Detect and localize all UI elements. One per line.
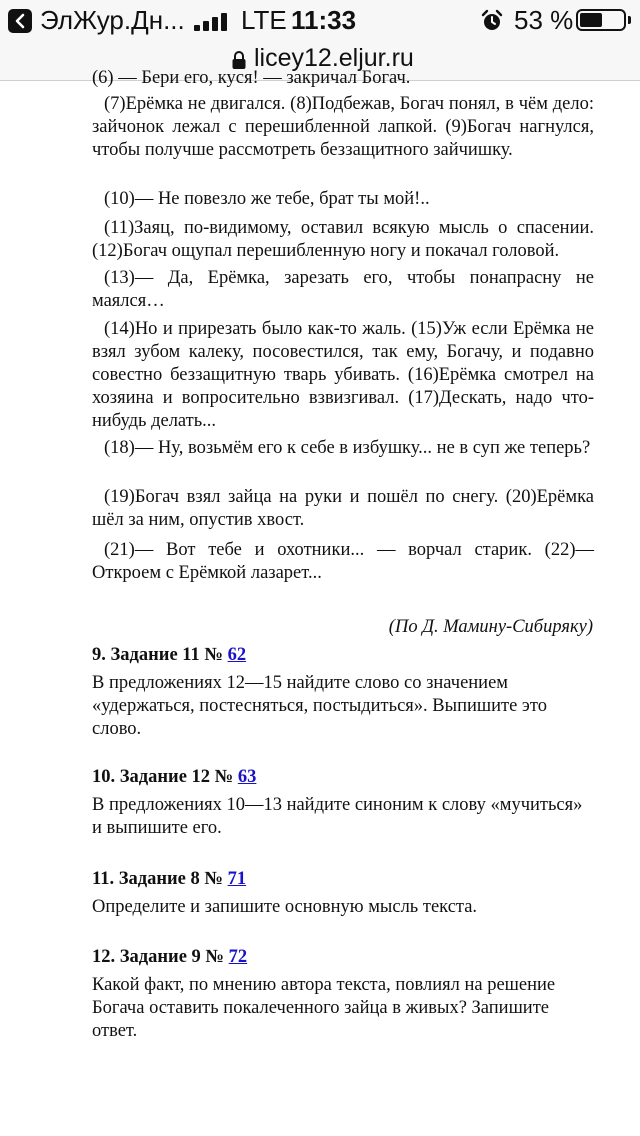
page-url[interactable]: licey12.eljur.ru [254, 44, 414, 72]
back-app-name[interactable]: ЭлЖур.Дн... [40, 5, 185, 35]
task-heading-text: 12. Задание 9 № [92, 947, 224, 967]
task-heading-text: 11. Задание 8 № [92, 869, 223, 889]
task-text: Какой факт, по мнению автора текста, повлиял на решение Богача оставить покалеченного зайца в живых? Запишите ответ. [92, 975, 556, 1041]
story-paragraph: (7)Ерёмка не двигался. (8)Подбежав, Богач понял, в чём дело: зайчонок лежал с перешибленной лапкой. (9)Богач нагнулся, чтобы получше рассмотреть беззащитного зайчишку. [92, 94, 594, 160]
task-number-link[interactable]: 71 [227, 869, 247, 889]
story-paragraph: (10)— Не повезло же тебе, брат ты мой!.. [104, 189, 430, 209]
task-number-link[interactable]: 63 [237, 767, 257, 787]
alarm-icon [480, 9, 504, 33]
task-number-link[interactable]: 72 [228, 947, 248, 967]
story-paragraph: (21)— Вот тебе и охотники... — ворчал старик. (22)— Откроем с Ерёмкой лазарет... [92, 540, 594, 583]
task-text: В предложениях 10—13 найдите синоним к слову «мучиться» и выпишите его. [92, 795, 583, 838]
story-paragraph: (13)— Да, Ерёмка, зарезать его, чтобы понапрасну не маялся… [92, 268, 594, 311]
story-source: (По Д. Мамину-Сибиряку) [388, 617, 593, 637]
back-to-app-button[interactable] [8, 9, 32, 33]
task-text: Определите и запишите основную мысль текста. [92, 897, 478, 917]
network-type: LTE [241, 5, 287, 35]
task-heading [92, 766, 256, 789]
status-bar [0, 0, 640, 42]
task-text: В предложениях 12—15 найдите слово со значением «удержаться, постесняться, постыдиться». Выпишите это слово. [92, 673, 547, 739]
battery-percent: 53 % [514, 5, 574, 35]
task-number-link[interactable]: 62 [227, 645, 247, 665]
task-heading-text: 9. Задание 11 № [92, 645, 223, 665]
story-paragraph: (14)Но и прирезать было как-то жаль. (15)Уж если Ерёмка не взял зубом калеку, посовестился, так ему, Богачу, и подавно совестно беззащитную тварь убивать. (16)Ерёмка смотрел на хозяина и вопросительно взвизгивал. (17)Дескать, надо что-нибудь делать... [92, 319, 594, 431]
document-content [0, 68, 640, 1136]
task-heading [92, 644, 246, 667]
status-time: 11:33 [291, 5, 357, 35]
battery-cap [628, 16, 631, 24]
story-cut-line: (6) — Бери его, куся! — закричал Богач. [92, 68, 411, 88]
task-heading [92, 946, 247, 969]
battery-icon [576, 9, 626, 31]
story-paragraph: (19)Богач взял зайца на руки и пошёл по снегу. (20)Ерёмка шёл за ним, опустив хвост. [92, 487, 594, 530]
battery-level [580, 13, 602, 27]
task-heading-text: 10. Задание 12 № [92, 767, 234, 787]
story-paragraph: (11)Заяц, по-видимому, оставил всякую мысль о спасении. (12)Богач ощупал перешибленную ногу и покачал головой. [92, 218, 594, 261]
story-paragraph: (18)— Ну, возьмём его к себе в избушку... не в суп же теперь? [104, 438, 591, 458]
signal-strength-icon [194, 11, 234, 31]
task-heading [92, 868, 246, 891]
chevron-left-icon [14, 14, 26, 28]
